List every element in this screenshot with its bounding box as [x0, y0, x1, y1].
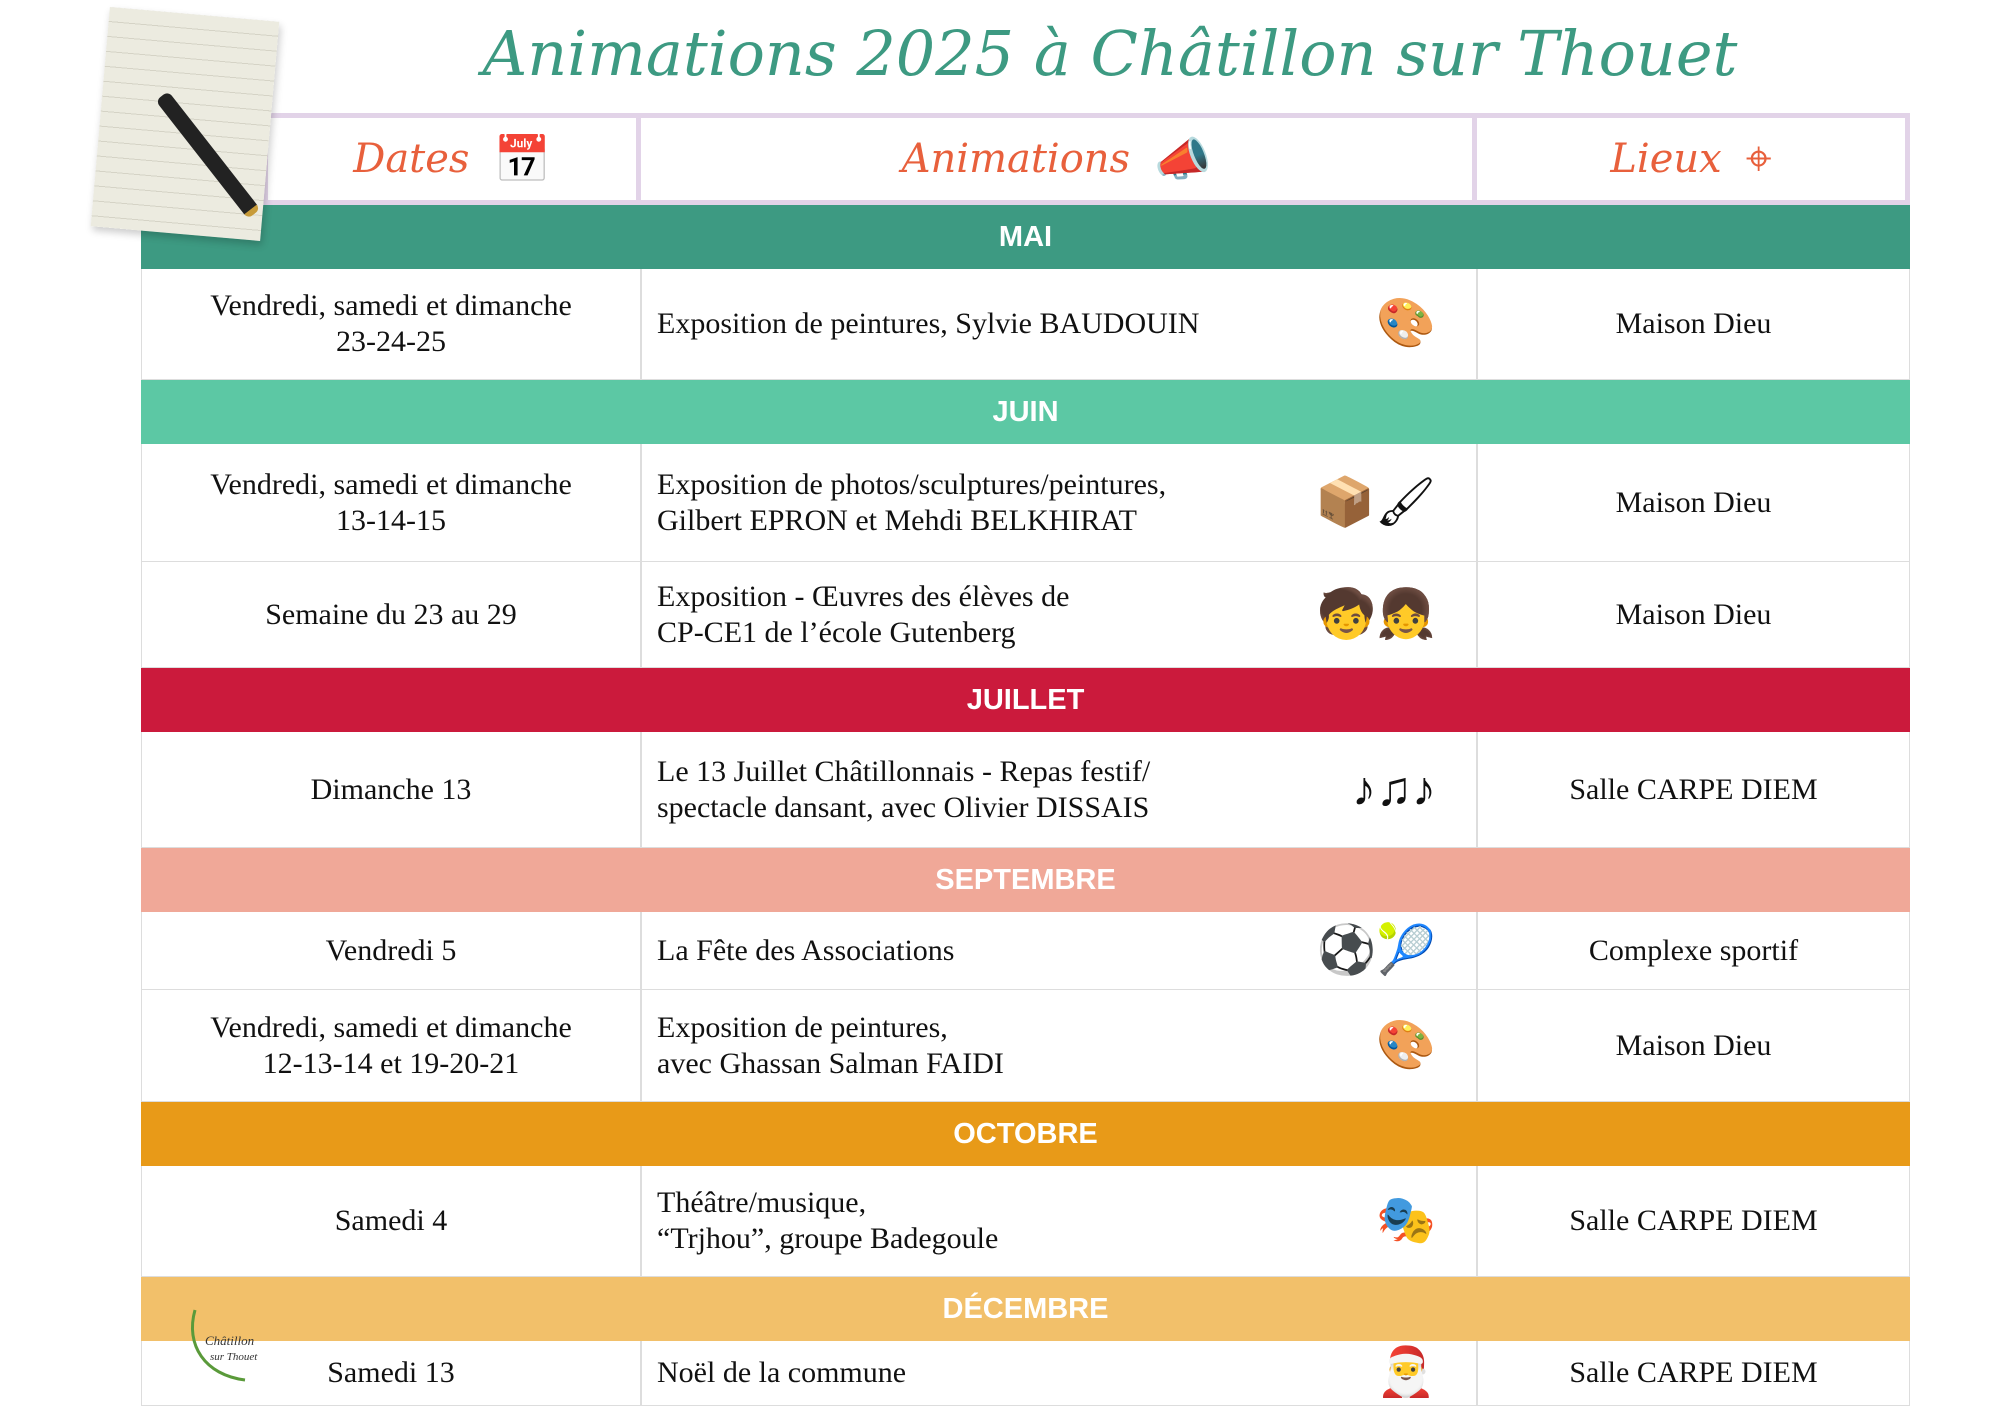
event-lieu: Salle CARPE DIEM [1569, 1356, 1818, 1389]
event-date: Samedi 13 [142, 1341, 642, 1405]
event-animation: Le 13 Juillet Châtillonnais - Repas festif/ spectacle dansant, avec Olivier DISSAIS [657, 754, 1151, 824]
event-row [141, 732, 1910, 848]
event-illustration-icon: 🎭 [1376, 1194, 1436, 1248]
month-band: SEPTEMBRE [141, 848, 1910, 912]
event-lieu: Complexe sportif [1588, 933, 1799, 967]
event-date: Semaine du 23 au 29 [142, 562, 642, 667]
event-row [141, 562, 1910, 668]
event-lieu: Maison Dieu [1615, 485, 1772, 519]
event-animation-cell [642, 1166, 1478, 1276]
month-band: JUIN [141, 380, 1910, 444]
event-animation-cell [642, 562, 1478, 667]
event-lieu: Maison Dieu [1615, 307, 1772, 340]
location-pin-icon: ⌖ [1745, 131, 1772, 185]
header-dates [268, 118, 641, 200]
event-animation: Théâtre/musique, “Trjhou”, groupe Badegoule [657, 1186, 999, 1255]
svg-text:sur Thouet: sur Thouet [210, 1351, 258, 1363]
logo-graphic [185, 1305, 275, 1385]
event-animation: La Fête des Associations [657, 933, 955, 967]
event-date: Dimanche 13 [142, 732, 642, 847]
event-lieu: Salle CARPE DIEM [1569, 772, 1818, 806]
event-animation-cell [642, 269, 1478, 379]
event-row [141, 912, 1910, 990]
event-animation-cell [642, 990, 1478, 1101]
event-illustration-icon: 🧒👧 [1316, 587, 1436, 641]
event-date: Vendredi, samedi et dimanche 12-13-14 et 19-20-21 [142, 990, 642, 1101]
header-animations [641, 118, 1477, 200]
event-animation: Exposition de peintures, Sylvie BAUDOUIN [657, 307, 1200, 340]
event-row [141, 1341, 1910, 1406]
event-row [141, 1166, 1910, 1277]
event-lieu: Maison Dieu [1615, 1028, 1772, 1062]
event-row [141, 990, 1910, 1102]
header-dates-label: Dates [353, 136, 470, 182]
event-animation: Exposition de photos/sculptures/peintures, Gilbert EPRON et Mehdi BELKHIRAT [657, 467, 1167, 537]
calendar-icon: 📅 [493, 131, 551, 186]
event-illustration-icon: ♪♫♪ [1352, 762, 1436, 816]
event-animation-cell [642, 912, 1478, 989]
header-animations-label: Animations [901, 136, 1131, 182]
events-table [141, 205, 1910, 1406]
event-illustration-icon: ⚽🎾 [1316, 923, 1436, 977]
event-animation: Exposition - Œuvres des élèves de CP-CE1 de l’école Gutenberg [657, 579, 1070, 649]
event-row [141, 269, 1910, 380]
megaphone-icon: 📣 [1154, 131, 1212, 186]
event-illustration-icon: 🎅 [1376, 1346, 1436, 1400]
event-row [141, 444, 1910, 562]
month-band: JUILLET [141, 668, 1910, 732]
page-title: Animations 2025 à Châtillon sur Thouet [482, 17, 1738, 90]
table-header [263, 113, 1910, 205]
event-animation: Exposition de peintures, avec Ghassan Salman FAIDI [657, 1010, 1004, 1080]
event-lieu: Maison Dieu [1615, 597, 1772, 631]
event-illustration-icon: 📦🖌 [1315, 475, 1436, 529]
event-animation-cell [642, 444, 1478, 561]
town-logo [155, 1275, 275, 1385]
header-lieux [1477, 118, 1905, 200]
month-band: OCTOBRE [141, 1102, 1910, 1166]
event-date: Vendredi, samedi et dimanche 13-14-15 [142, 444, 642, 561]
event-date: Vendredi, samedi et dimanche 23-24-25 [142, 269, 642, 379]
event-lieu: Salle CARPE DIEM [1569, 1204, 1818, 1237]
event-date: Vendredi 5 [142, 912, 642, 989]
event-illustration-icon: 🎨 [1376, 1018, 1436, 1072]
svg-text:Châtillon: Châtillon [205, 1333, 255, 1348]
event-animation-cell [642, 732, 1478, 847]
event-animation: Noël de la commune [657, 1356, 907, 1389]
month-band: DÉCEMBRE [141, 1277, 1910, 1341]
month-band: MAI [141, 205, 1910, 269]
event-illustration-icon: 🎨 [1376, 297, 1436, 351]
event-date: Samedi 4 [142, 1166, 642, 1276]
event-animation-cell [642, 1341, 1478, 1405]
header-lieux-label: Lieux [1610, 136, 1722, 182]
